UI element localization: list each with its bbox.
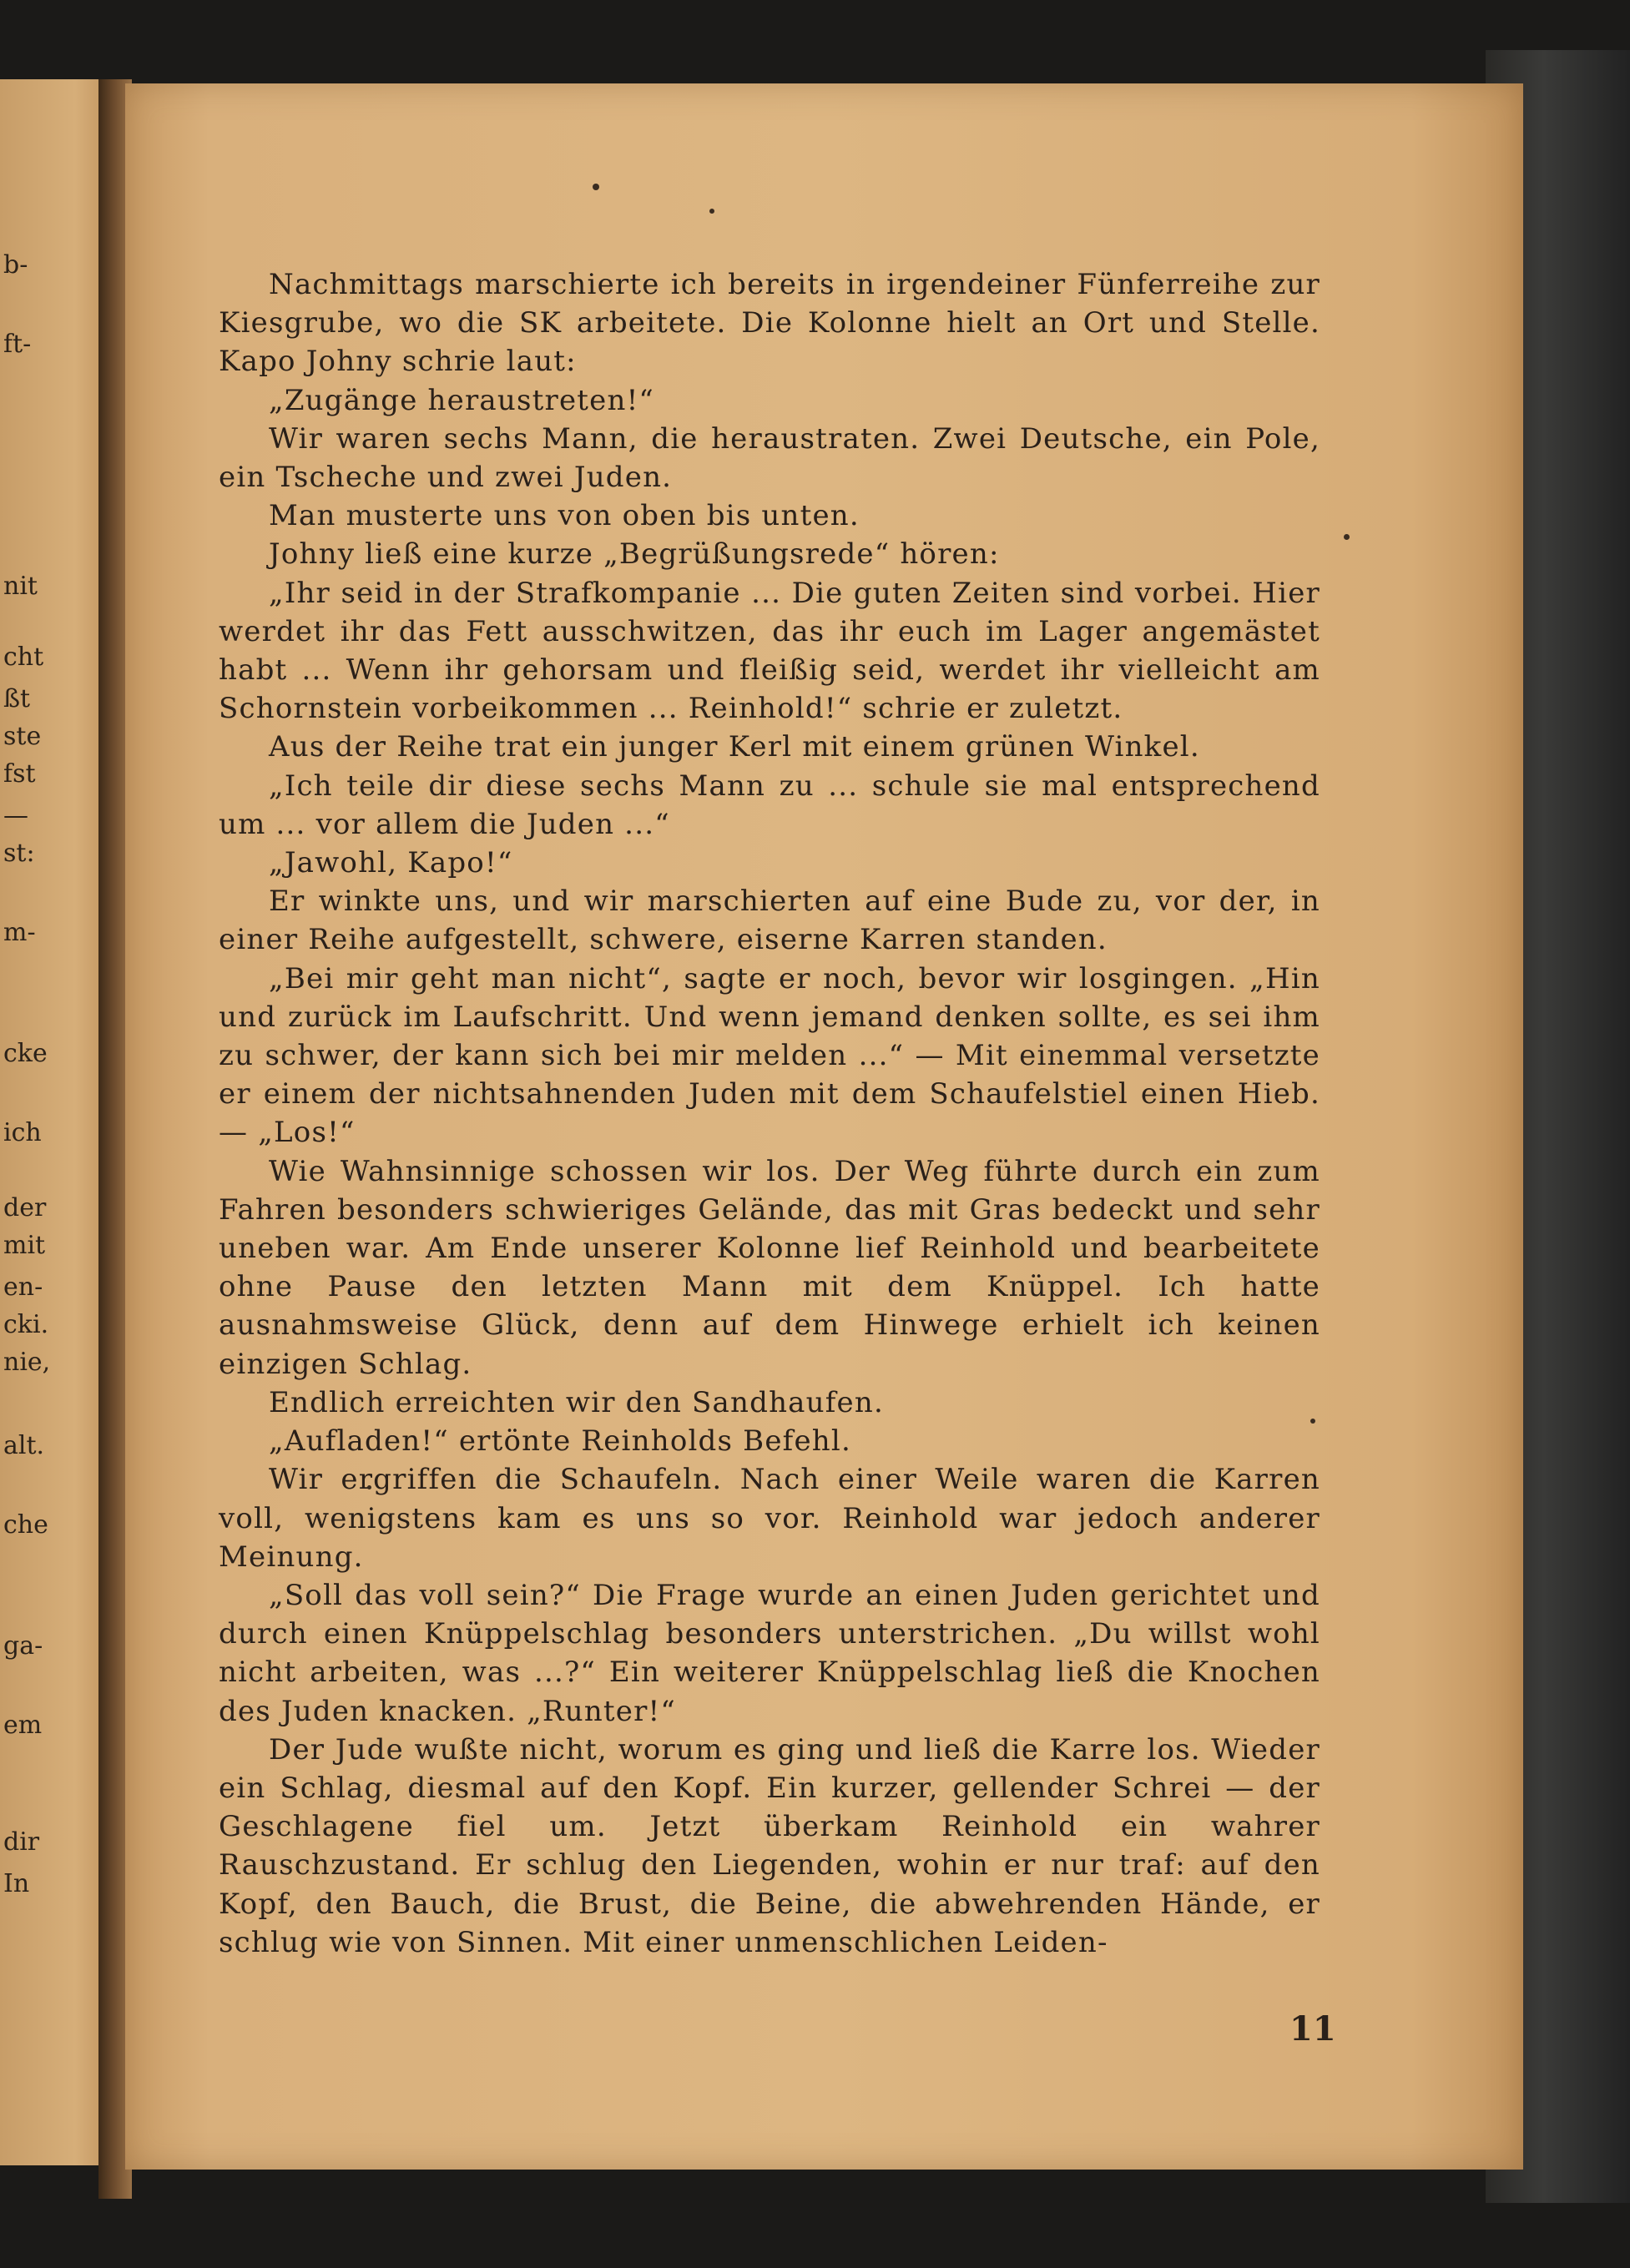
left-fragment: cki. [3, 1310, 49, 1339]
paragraph: Aus der Reihe trat ein junger Kerl mit einem grünen Winkel. [269, 730, 1200, 764]
left-fragment: che [3, 1510, 48, 1540]
paragraph: „Zugänge heraustreten!“ [269, 383, 655, 417]
left-fragment: nit [3, 572, 38, 601]
left-fragment: der [3, 1193, 47, 1222]
left-fragment: nie, [3, 1348, 51, 1377]
left-fragment: st: [3, 839, 35, 868]
paper-speck [593, 184, 599, 190]
left-fragment: In [3, 1869, 30, 1898]
left-fragment: ich [3, 1118, 42, 1147]
paper-speck [1344, 534, 1350, 540]
left-fragment: fst [3, 759, 36, 789]
paragraph: „Soll das voll sein?“ Die Frage wurde an einen Juden gerichtet und durch einen Knüppelschlag besonders unterstrichen. „Du willst wohl nicht arbeiten, was ...?“ Ein weiterer Knüppelschlag ließ die Knochen des Juden knacken. „Runter!“ [219, 1578, 1320, 1728]
paragraph: „Aufladen!“ ertönte Reinholds Befehl. [269, 1424, 851, 1459]
paragraph: Man musterte uns von oben bis unten. [269, 499, 860, 533]
page-number: 11 [1289, 2009, 1336, 2049]
left-fragment: cht [3, 643, 44, 672]
left-fragment: ft- [3, 330, 32, 359]
paragraph: Nachmittags marschierte ich bereits in irgendeiner Fünferreihe zur Kiesgrube, wo die SK arbeitete. Die Kolonne hielt an Ort und Stelle. Kapo Johny schrie laut: [219, 268, 1320, 379]
paragraph: Der Jude wußte nicht, worum es ging und ließ die Karre los. Wieder ein Schlag, diesmal auf den Kopf. Ein kurzer, gellender Schrei — der Geschlagene fiel um. Jetzt überkam Reinhold ein wahrer Rauschzustand. Er schlug den Liegenden, wohin er nur traf: auf den Kopf, den Bauch, die Brust, die Beine, die abwehrenden Hände, er schlug wie von Sinnen. Mit einer unmenschlichen Leiden- [219, 1732, 1320, 1959]
paragraph: Endlich erreichten wir den Sandhaufen. [269, 1385, 884, 1419]
paragraph: Er winkte uns, und wir marschierten auf eine Bude zu, vor der, in einer Reihe aufgestellt, schwere, eiserne Karren standen. [219, 885, 1320, 957]
left-fragment: b- [3, 250, 28, 280]
paragraph: Johny ließ eine kurze „Begrüßungsrede“ hören: [269, 537, 1000, 572]
page-body-text [219, 265, 1320, 1962]
left-fragment: ßt [3, 684, 31, 713]
left-fragment: en- [3, 1273, 43, 1302]
paragraph: „Jawohl, Kapo!“ [269, 846, 513, 880]
left-fragment: ste [3, 722, 42, 751]
left-fragment: em [3, 1711, 43, 1740]
paragraph: „Ich teile dir diese sechs Mann zu ... schule sie mal entsprechend um ... vor allem die Juden ...“ [219, 769, 1320, 841]
left-fragment: alt. [3, 1431, 45, 1460]
paragraph: Wir waren sechs Mann, die heraustraten. Zwei Deutsche, ein Pole, ein Tscheche und zwei Juden. [219, 421, 1320, 495]
paragraph: Wie Wahnsinnige schossen wir los. Der Weg führte durch ein zum Fahren besonders schwieriges Gelände, das mit Gras bedeckt und sehr uneben war. Am Ende unserer Kolonne lief Reinhold und bearbeitete ohne Pause den letzten Mann mit dem Knüppel. Ich hatte ausnahmsweise Glück, denn auf dem Hinwege erhielt ich keinen einzigen Schlag. [219, 1154, 1320, 1381]
left-fragment: ga- [3, 1631, 43, 1661]
paragraph: Wir ergriffen die Schaufeln. Nach einer Weile waren die Karren voll, wenigstens kam es uns so vor. Reinhold war jedoch anderer Meinung. [219, 1463, 1320, 1574]
left-fragment: m- [3, 918, 36, 947]
left-fragment: — [3, 801, 28, 830]
paragraph: „Ihr seid in der Strafkompanie ... Die guten Zeiten sind vorbei. Hier werdet ihr das Fett ausschwitzen, das ihr euch im Lager angemästet habt ... Wenn ihr gehorsam und fleißig seid, werdet ihr vielleicht am Schornstein vorbeikommen ... Reinhold!“ schrie er zuletzt. [219, 576, 1320, 726]
left-fragment: mit [3, 1231, 46, 1260]
left-fragment: cke [3, 1039, 48, 1068]
left-fragment: dir [3, 1827, 40, 1857]
paragraph: „Bei mir geht man nicht“, sagte er noch, bevor wir losgingen. „Hin und zurück im Laufschritt. Und wenn jemand denken sollte, es sei ihm zu schwer, der kann sich bei mir melden ...“ — Mit einemmal versetzte er einem der nichtsahnenden Juden mit dem Schaufelstiel einen Hieb. — „Los!“ [219, 961, 1320, 1150]
paper-speck [709, 209, 714, 214]
